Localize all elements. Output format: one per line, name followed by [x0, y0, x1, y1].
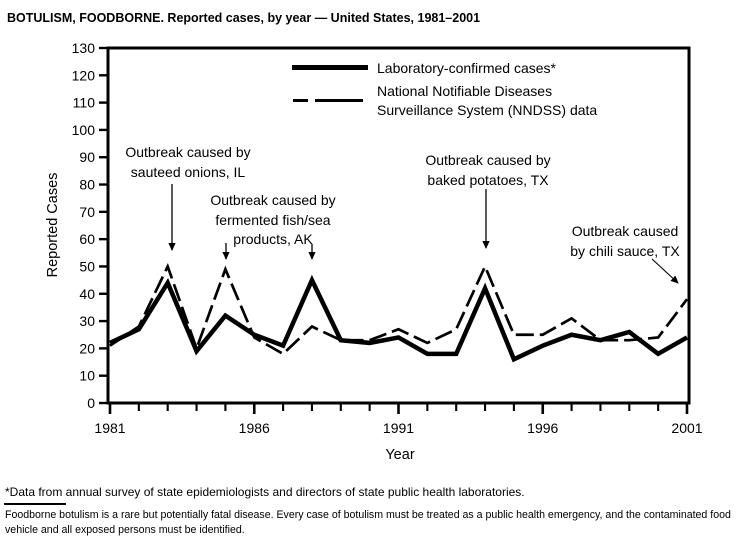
y-tick-label: 20 — [79, 340, 95, 357]
legend-label-lab-confirmed: Laboratory-confirmed cases* — [377, 60, 556, 76]
y-tick-label: 130 — [71, 40, 95, 56]
footnote-divider — [4, 503, 66, 505]
footnote-data-source: *Data from annual survey of state epidemiologists and directors of state public health laboratories. — [5, 485, 525, 499]
chart-title: BOTULISM, FOODBORNE. Reported cases, by year — United States, 1981–2001 — [7, 11, 481, 25]
annotation-line: products, AK — [233, 231, 313, 247]
x-tick-label: 1981 — [94, 420, 126, 436]
y-tick-label: 70 — [79, 203, 95, 220]
annotation-line: sauteed onions, IL — [130, 163, 246, 180]
annotation-arrow-chili-sauce — [652, 259, 678, 283]
x-axis-title: Year — [385, 447, 415, 463]
y-tick-label: 100 — [71, 121, 95, 138]
series-line-nndss — [110, 266, 687, 353]
series-lines — [110, 266, 687, 359]
y-tick-label: 10 — [79, 367, 95, 384]
x-tick-label: 1996 — [527, 420, 559, 436]
footnote-disclaimer: Foodborne botulism is a rare but potentially fatal disease. Every case of botulism must be treated as a public health emergency, and the contaminated food vehicle and all exposed persons must be identified. — [5, 509, 731, 536]
y-tick-label: 60 — [79, 231, 95, 248]
y-tick-label: 50 — [79, 258, 95, 275]
y-axis-ticks — [72, 40, 108, 411]
annotation-line: by chili sauce, TX — [570, 242, 680, 259]
y-tick-label: 40 — [79, 285, 95, 302]
annotation-line: Outbreak caused by — [210, 192, 336, 208]
y-tick-label: 110 — [72, 94, 95, 111]
series-line-lab-confirmed — [110, 280, 687, 359]
legend-label-nndss-line2: Surveillance System (NNDSS) data — [377, 101, 598, 118]
annotation-line: Outbreak caused by — [425, 152, 551, 168]
annotation-fermented-fish — [188, 191, 358, 250]
annotation-baked-potatoes — [398, 151, 578, 190]
y-tick-label: 90 — [79, 149, 95, 166]
annotation-line: Outbreak caused — [571, 223, 679, 239]
y-axis-title: Reported Cases — [45, 172, 61, 278]
legend-label-nndss — [377, 82, 597, 119]
y-tick-label: 80 — [79, 176, 95, 193]
legend-label-nndss-line1: National Notifiable Diseases — [377, 83, 553, 99]
y-tick-label: 0 — [87, 395, 95, 411]
x-axis-ticks — [94, 404, 702, 436]
annotation-line: baked potatoes, TX — [427, 171, 549, 188]
y-tick-label: 30 — [79, 313, 95, 330]
annotation-line: fermented fish/sea — [215, 211, 331, 228]
annotation-line: Outbreak caused by — [125, 144, 251, 160]
y-tick-label: 120 — [71, 67, 95, 84]
x-tick-label: 2001 — [671, 420, 703, 436]
x-tick-label: 1986 — [238, 420, 270, 436]
x-tick-label: 1991 — [382, 420, 415, 436]
annotation-chili-sauce — [535, 222, 715, 261]
annotation-sauteed-onions — [103, 143, 273, 182]
